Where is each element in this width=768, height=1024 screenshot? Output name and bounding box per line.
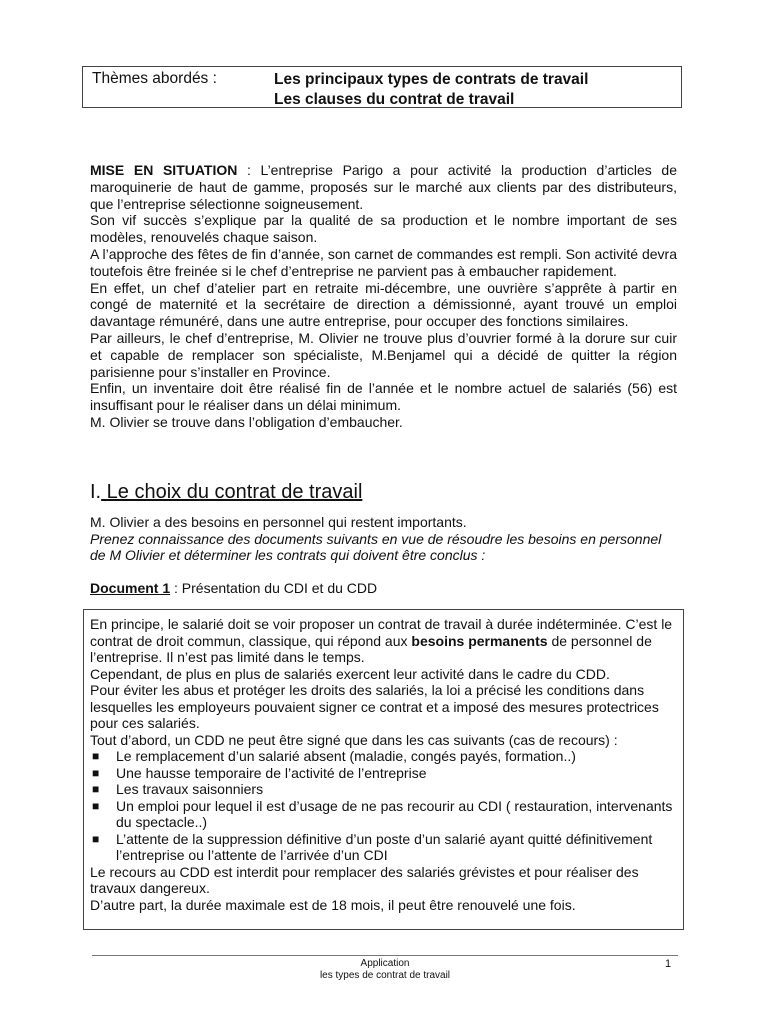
list-item <box>90 765 677 782</box>
document-paragraph: D’autre part, la durée maximale est de 18 mois, il peut être renouvelé une fois. <box>90 896 576 913</box>
section-instruction: Prenez connaissance des documents suivants en vue de résoudre les besoins en personnel de M Olivier et déterminer les contrats qui doivent être conclus : <box>90 530 662 563</box>
recourse-list <box>90 748 677 864</box>
list-item-text: L’attente de la suppression définitive d’un poste d’un salarié ayant quitté définitivement l’entreprise ou l’attente de l’arrivée d’un CDI <box>116 830 653 863</box>
themes-box <box>82 66 682 108</box>
intro-paragraph: En effet, un chef d’atelier part en retraite mi-décembre, une ouvrière s’apprête à partir en congé de maternité et la secrétaire de direction a démissionné, ayant trouvé un emploi davantage rémunéré, dans une autre entreprise, pour occuper des fonctions similaires. <box>90 279 677 330</box>
document-paragraph: Cependant, de plus en plus de salariés exercent leur activité dans le cadre du CDD. <box>90 665 610 682</box>
list-item-text: Un emploi pour lequel il est d’usage de ne pas recourir au CDI ( restauration, intervenants du spectacle..) <box>116 797 673 830</box>
document-paragraph: Pour éviter les abus et protéger les droits des salariés, la loi a précisé les conditions dans lesquelles les employeurs pouvaient signer ce contrat et a imposé des mesures protectrices pour ces salariés. <box>90 682 659 731</box>
intro-paragraph: Enfin, un inventaire doit être réalisé fin de l’année et le nombre actuel de salariés (56) est insuffisant pour le réaliser dans un délai minimum. <box>90 380 677 414</box>
intro-first-sentence: : L’entreprise Parigo a pour activité la production d’articles de maroquinerie de haut de gamme, proposés sur le marché aux clients par des distributeurs, que l’entreprise sélectionne soigneusement. <box>90 162 678 212</box>
document-text: En principe, le salarié doit se voir proposer un contrat de travail à durée indéterminée. C’est le contrat de droit commun, classique, qui répond aux <box>90 616 673 649</box>
document-label: Document 1 <box>90 580 171 596</box>
document-text: de personnel de l’entreprise. Il n’est pas limité dans le temps. <box>90 632 652 665</box>
document-paragraph: Le recours au CDD est interdit pour remplacer des salariés grévistes et pour réaliser des travaux dangereux. <box>90 863 639 896</box>
list-item <box>90 781 677 798</box>
document-paragraph <box>90 616 677 666</box>
situation-text <box>90 162 677 431</box>
intro-paragraph: Son vif succès s’explique par la qualité de sa production et le nombre important de ses modèles, renouvelés chaque saison. <box>90 212 677 246</box>
intro-paragraph <box>90 162 677 212</box>
bullet-icon: ■ <box>92 765 100 780</box>
list-item <box>90 831 677 864</box>
list-item-text: Les travaux saisonniers <box>116 781 264 797</box>
footer-line: les types de contrat de travail <box>319 970 451 981</box>
footer-divider <box>92 955 678 956</box>
intro-paragraph: Par ailleurs, le chef d’entreprise, M. Olivier ne trouve plus d’ouvrier formé à la dorure sur cuir et capable de remplacer son spécialiste, M.Benjamel qui a décidé de quitter la région parisienne pour s’installer en Province. <box>90 329 677 380</box>
themes-list <box>274 70 588 110</box>
bullet-icon: ■ <box>92 782 100 796</box>
situation-heading: MISE EN SITUATION <box>90 162 238 178</box>
section-number: I. <box>90 481 102 503</box>
list-item-text: Le remplacement d’un salarié absent (maladie, congés payés, formation..) <box>116 748 576 764</box>
list-item-text: Une hausse temporaire de l’activité de l’entreprise <box>116 764 427 781</box>
intro-paragraph: A l’approche des fêtes de fin d’année, son carnet de commandes est rempli. Son activité devra toutefois être freinée si le chef d’entreprise ne parvient pas à embaucher rapidement. <box>90 245 677 279</box>
bullet-icon: ■ <box>92 831 100 846</box>
footer-line: Application <box>360 958 410 969</box>
bullet-icon: ■ <box>92 749 100 763</box>
list-item <box>90 798 677 831</box>
themes-label: Thèmes abordés : <box>92 70 217 87</box>
footer <box>92 958 678 982</box>
document-caption: : Présentation du CDI et du CDD <box>170 580 378 596</box>
document-bold-text: besoins permanents <box>411 632 548 649</box>
section-paragraph: M. Olivier a des besoins en personnel qui restent importants. <box>90 514 467 530</box>
theme-item: Les clauses du contrat de travail <box>274 91 515 108</box>
section-text <box>90 514 680 564</box>
document-paragraph: Tout d’abord, un CDD ne peut être signé que dans les cas suivants (cas de recours) : <box>90 731 618 748</box>
theme-item: Les principaux types de contrats de travail <box>274 71 589 88</box>
section-title <box>90 480 362 504</box>
document-heading <box>90 580 377 597</box>
section-title-text: Le choix du contrat de travail <box>101 481 363 503</box>
bullet-icon: ■ <box>92 798 100 813</box>
intro-paragraph: M. Olivier se trouve dans l’obligation d’embaucher. <box>90 413 403 430</box>
document-box <box>83 609 684 930</box>
list-item <box>90 748 677 765</box>
page-number: 1 <box>665 958 672 970</box>
